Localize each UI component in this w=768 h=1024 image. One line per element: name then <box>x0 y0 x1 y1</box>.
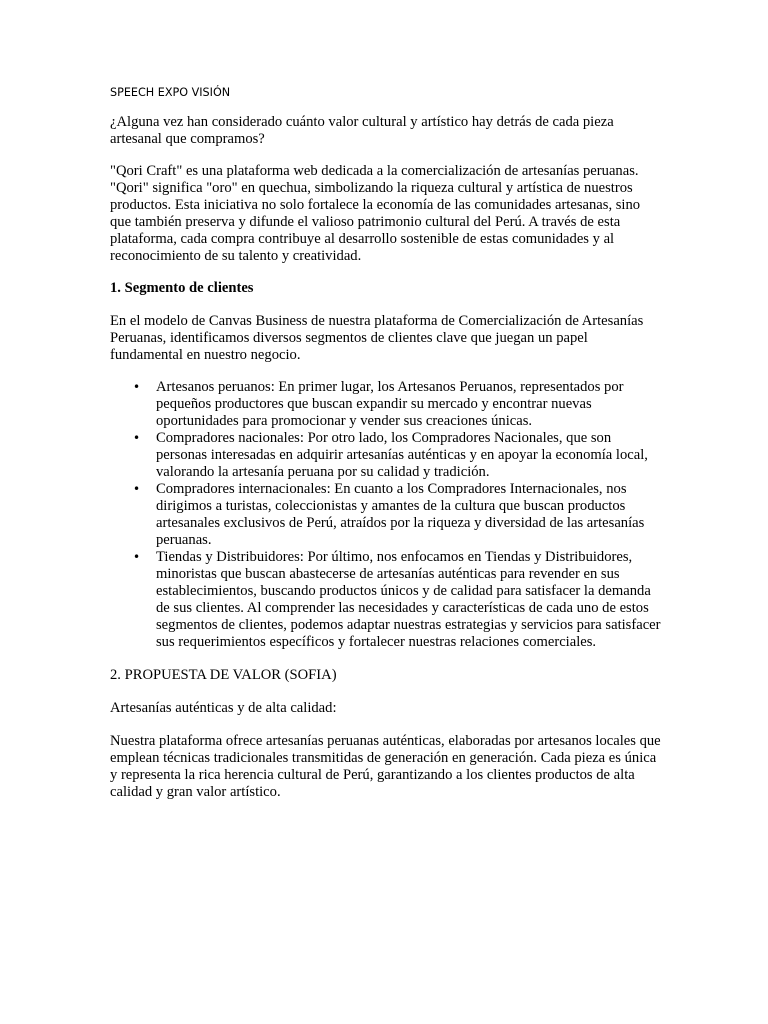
document-page <box>110 84 662 817</box>
hook-paragraph: ¿Alguna vez han considerado cuánto valor cultural y artístico hay detrás de cada pieza artesanal que compramos? <box>110 114 614 147</box>
section-1-heading: 1. Segmento de clientes <box>110 280 254 296</box>
list-item <box>133 430 662 481</box>
bullet-icon: • <box>133 482 141 496</box>
document-title: SPEECH EXPO VISIÓN <box>110 86 231 99</box>
list-item <box>133 549 662 651</box>
bullet-icon: • <box>133 431 141 445</box>
section-1-intro: En el modelo de Canvas Business de nuestra plataforma de Comercialización de Artesanías Peruanas, identificamos diversos segmentos de clientes clave que juegan un papel fundamental en nuestro negocio. <box>110 313 644 363</box>
section-2-body: Nuestra plataforma ofrece artesanías peruanas auténticas, elaboradas por artesanos locales que emplean técnicas tradicionales transmitidas de generación en generación. Cada pieza es única y representa la rica herencia cultural de Perú, garantizando a los clientes productos de alta calidad y gran valor artístico. <box>110 733 661 800</box>
intro-paragraph: "Qori Craft" es una plataforma web dedicada a la comercialización de artesanías peruanas. "Qori" significa "oro" en quechua, simbolizando la riqueza cultural y artística de nuestros productos. Esta iniciativa no solo fortalece la economía de las comunidades artesanas, sino que también preserva y difunde el valioso patrimonio cultural del Perú. A través de esta plataforma, cada compra contribuye al desarrollo sostenible de estas comunidades y al reconocimiento de su talento y creatividad. <box>110 163 641 264</box>
bullet-icon: • <box>133 380 141 394</box>
bullet-icon: • <box>133 550 141 564</box>
section-2-heading: 2. PROPUESTA DE VALOR (SOFIA) <box>110 667 337 683</box>
list-item-text: Compradores nacionales: Por otro lado, los Compradores Nacionales, que son personas interesadas en adquirir artesanías auténticas y en apoyar la economía local, valorando la artesanía peruana por su calidad y tradición. <box>156 430 648 480</box>
list-item <box>133 481 662 549</box>
customer-segments-list <box>110 379 662 651</box>
list-item-text: Compradores internacionales: En cuanto a los Compradores Internacionales, nos dirigimos a turistas, coleccionistas y amantes de la cultura que buscan productos artesanales exclusivos de Perú, atraídos por la riqueza y diversidad de las artesanías peruanas. <box>156 481 645 548</box>
list-item-text: Artesanos peruanos: En primer lugar, los Artesanos Peruanos, representados por pequeños productores que buscan expandir su mercado y encontrar nuevas oportunidades para promocionar y vender sus creaciones únicas. <box>156 379 624 429</box>
list-item-text: Tiendas y Distribuidores: Por último, nos enfocamos en Tiendas y Distribuidores, minoristas que buscan abastecerse de artesanías auténticas para revender en sus establecimientos, buscando productos únicos y de calidad para satisfacer la demanda de sus clientes. Al comprender las necesidades y características de cada uno de estos segmentos de clientes, podemos adaptar nuestras estrategias y servicios para satisfacer sus requerimientos específicos y fortalecer nuestras relaciones comerciales. <box>156 549 661 650</box>
list-item <box>133 379 662 430</box>
section-2-subheading: Artesanías auténticas y de alta calidad: <box>110 700 337 716</box>
